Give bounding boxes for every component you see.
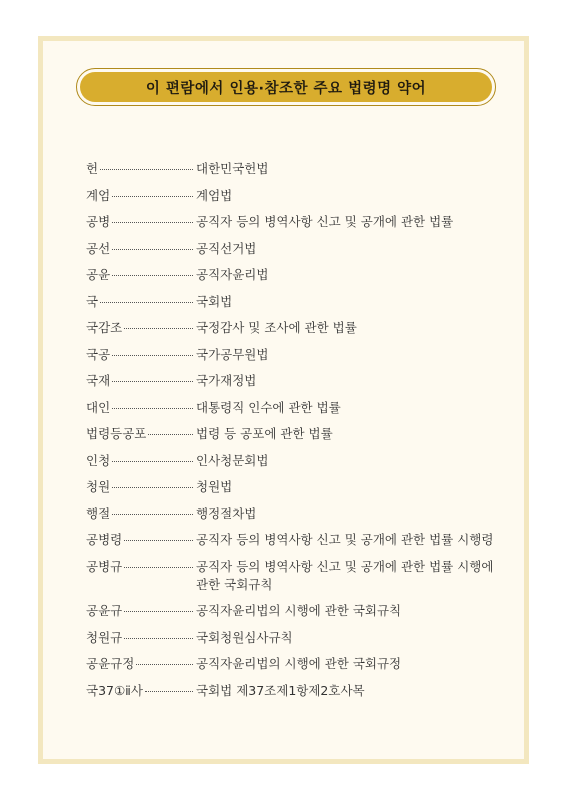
abbreviation-value: 법령 등 공포에 관한 법률: [196, 426, 333, 441]
abbreviation-key-cell: [86, 478, 196, 496]
abbreviation-key: 공윤규: [86, 603, 123, 618]
abbreviation-row: [86, 452, 506, 470]
abbreviation-key-cell: [86, 187, 196, 205]
abbreviation-key-cell: [86, 266, 196, 284]
abbreviation-key: 대인: [86, 399, 111, 415]
abbreviation-key: 국감조: [86, 320, 123, 335]
dot-leader: [148, 425, 193, 435]
dot-leader: [100, 293, 193, 303]
abbreviation-key-cell: [86, 682, 196, 700]
abbreviation-row: [86, 629, 506, 647]
abbreviation-key: 공병규: [86, 558, 123, 574]
abbreviation-key-cell: [86, 629, 196, 647]
dot-leader: [112, 478, 193, 488]
title-banner: [76, 68, 496, 106]
abbreviation-row: [86, 213, 506, 231]
dot-leader: [124, 319, 193, 329]
abbreviation-value: 계엄법: [196, 187, 233, 203]
abbreviation-key-cell: [86, 655, 196, 673]
page-frame: [38, 36, 529, 764]
abbreviation-row: [86, 425, 506, 443]
abbreviation-key: 청원: [86, 479, 111, 494]
abbreviation-row: [86, 682, 506, 700]
abbreviation-row: [86, 240, 506, 258]
dot-leader: [124, 531, 193, 541]
abbreviation-key: 공윤규정: [86, 656, 135, 671]
abbreviation-key-cell: [86, 293, 196, 311]
abbreviation-key: 국재: [86, 373, 111, 388]
abbreviation-key: 계엄: [86, 187, 111, 203]
abbreviation-value: 국가공무원법: [196, 346, 269, 362]
dot-leader: [112, 213, 193, 223]
abbreviation-key: 공병: [86, 214, 111, 229]
abbreviation-key: 인청: [86, 452, 111, 468]
abbreviation-row: [86, 602, 506, 620]
page-title: 이 편람에서 인용·참조한 주요 법령명 약어: [80, 72, 492, 102]
abbreviation-key: 헌: [86, 161, 99, 176]
dot-leader: [112, 187, 193, 197]
abbreviation-value: 공직선거법: [196, 240, 257, 256]
dot-leader: [112, 266, 193, 276]
abbreviation-key-cell: [86, 602, 196, 620]
abbreviation-list: [86, 160, 506, 708]
abbreviation-key-cell: [86, 372, 196, 390]
abbreviation-row: [86, 478, 506, 496]
abbreviation-value: 대통령직 인수에 관한 법률: [196, 399, 341, 415]
abbreviation-key: 법령등공포: [86, 426, 147, 441]
abbreviation-key: 공선: [86, 240, 111, 256]
abbreviation-key-cell: [86, 213, 196, 231]
abbreviation-key-cell: [86, 160, 196, 178]
abbreviation-row: [86, 558, 506, 594]
dot-leader: [112, 399, 193, 409]
abbreviation-key-cell: [86, 425, 196, 443]
abbreviation-key: 공병령: [86, 532, 123, 547]
abbreviation-key-cell: [86, 452, 196, 470]
abbreviation-key: 국37①ⅱ사: [86, 682, 143, 698]
abbreviation-key: 청원규: [86, 629, 123, 645]
abbreviation-value: 행정절차법: [196, 505, 257, 521]
dot-leader: [124, 602, 193, 612]
abbreviation-value: 공직자 등의 병역사항 신고 및 공개에 관한 법률 시행령: [196, 532, 494, 547]
abbreviation-row: [86, 319, 506, 337]
abbreviation-value: 공직자윤리법: [196, 267, 269, 282]
abbreviation-value: 국가재정법: [196, 373, 257, 388]
abbreviation-value: 대한민국헌법: [196, 161, 269, 176]
dot-leader: [100, 160, 193, 170]
dot-leader: [112, 240, 193, 250]
abbreviation-value: 공직자윤리법의 시행에 관한 국회규정: [196, 656, 402, 671]
dot-leader: [124, 558, 193, 568]
abbreviation-value: 국회청원심사규칙: [196, 629, 293, 645]
dot-leader: [136, 655, 193, 665]
dot-leader: [112, 452, 193, 462]
abbreviation-row: [86, 531, 506, 549]
abbreviation-key: 공윤: [86, 267, 111, 282]
abbreviation-key-cell: [86, 399, 196, 417]
abbreviation-key: 국: [86, 293, 99, 309]
abbreviation-value: 공직자 등의 병역사항 신고 및 공개에 관한 법률 시행에 관한 국회규칙: [196, 558, 494, 592]
abbreviation-key-cell: [86, 558, 196, 576]
dot-leader: [112, 346, 193, 356]
abbreviation-row: [86, 346, 506, 364]
abbreviation-key-cell: [86, 505, 196, 523]
dot-leader: [112, 505, 193, 515]
abbreviation-key: 행절: [86, 505, 111, 521]
abbreviation-key-cell: [86, 531, 196, 549]
abbreviation-row: [86, 160, 506, 178]
abbreviation-value: 공직자 등의 병역사항 신고 및 공개에 관한 법률: [196, 214, 454, 229]
abbreviation-value: 인사청문회법: [196, 452, 269, 468]
abbreviation-key-cell: [86, 240, 196, 258]
abbreviation-row: [86, 505, 506, 523]
abbreviation-key-cell: [86, 346, 196, 364]
abbreviation-row: [86, 187, 506, 205]
abbreviation-row: [86, 372, 506, 390]
abbreviation-value: 공직자윤리법의 시행에 관한 국회규칙: [196, 603, 402, 618]
dot-leader: [112, 372, 193, 382]
abbreviation-key-cell: [86, 319, 196, 337]
dot-leader: [124, 629, 193, 639]
abbreviation-value: 청원법: [196, 479, 233, 494]
abbreviation-value: 국회법: [196, 293, 233, 309]
abbreviation-key: 국공: [86, 346, 111, 362]
abbreviation-row: [86, 399, 506, 417]
abbreviation-value: 국회법 제37조제1항제2호사목: [196, 682, 365, 698]
abbreviation-row: [86, 266, 506, 284]
dot-leader: [145, 682, 193, 692]
abbreviation-value: 국정감사 및 조사에 관한 법률: [196, 320, 357, 335]
abbreviation-row: [86, 293, 506, 311]
abbreviation-row: [86, 655, 506, 673]
